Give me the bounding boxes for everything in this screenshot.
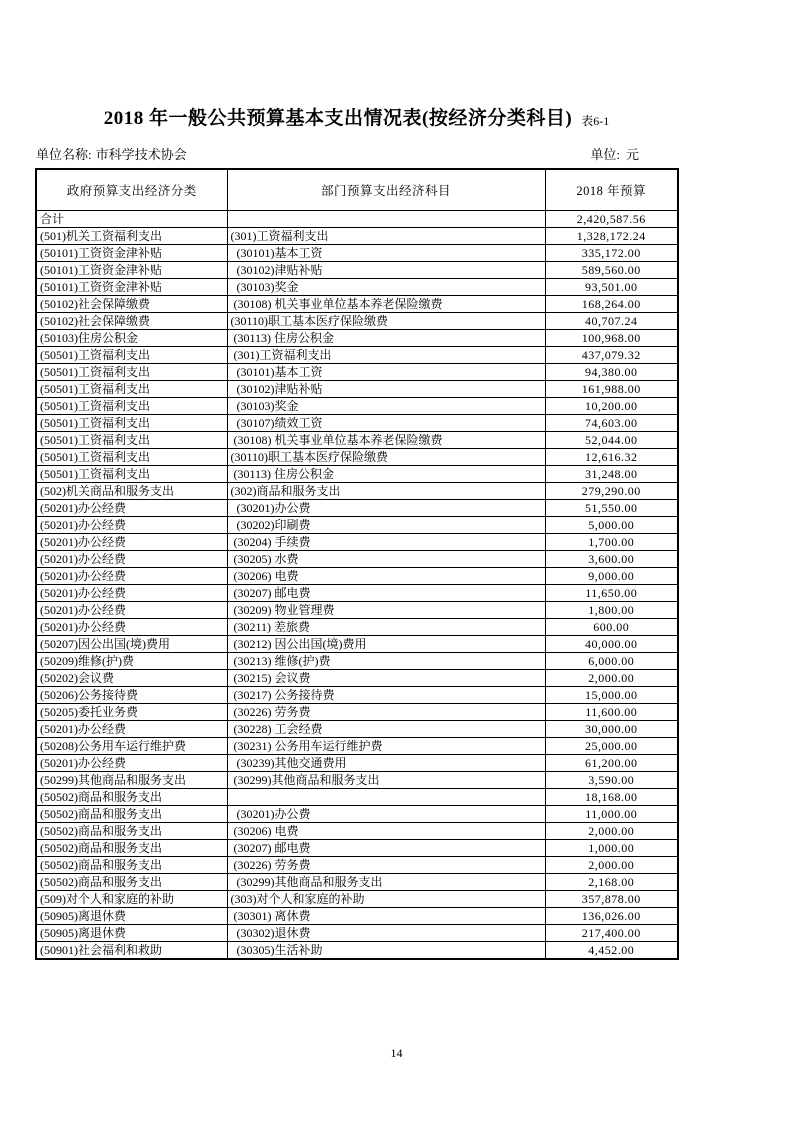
amount-cell: 1,000.00 bbox=[545, 839, 678, 856]
dept-subject-cell: (30211) 差旅费 bbox=[227, 618, 545, 635]
unit-label: 单位: bbox=[590, 147, 620, 162]
amount-cell: 18,168.00 bbox=[545, 788, 678, 805]
table-row bbox=[36, 924, 678, 941]
amount-cell: 2,000.00 bbox=[545, 669, 678, 686]
table-row bbox=[36, 210, 678, 227]
dept-subject-cell: (303)对个人和家庭的补助 bbox=[227, 890, 545, 907]
gov-class-cell: (50502)商品和服务支出 bbox=[36, 873, 227, 890]
dept-subject-cell: (30110)职工基本医疗保险缴费 bbox=[227, 312, 545, 329]
amount-cell: 12,616.32 bbox=[545, 448, 678, 465]
gov-class-cell: (50501)工资福利支出 bbox=[36, 465, 227, 482]
amount-cell: 1,800.00 bbox=[545, 601, 678, 618]
document-header bbox=[36, 103, 677, 130]
table-row bbox=[36, 788, 678, 805]
amount-cell: 52,044.00 bbox=[545, 431, 678, 448]
dept-subject-cell: (30202)印刷费 bbox=[227, 516, 545, 533]
amount-cell: 11,650.00 bbox=[545, 584, 678, 601]
gov-class-cell: (50205)委托业务费 bbox=[36, 703, 227, 720]
gov-class-cell: (50501)工资福利支出 bbox=[36, 380, 227, 397]
page-title: 2018 年一般公共预算基本支出情况表(按经济分类科目) bbox=[103, 108, 573, 129]
table-row bbox=[36, 754, 678, 771]
table-row bbox=[36, 720, 678, 737]
gov-class-cell: (50502)商品和服务支出 bbox=[36, 856, 227, 873]
dept-subject-cell: (30305)生活补助 bbox=[227, 941, 545, 959]
amount-cell: 74,603.00 bbox=[545, 414, 678, 431]
table-number-label: 表6-1 bbox=[581, 114, 610, 128]
table-row bbox=[36, 244, 678, 261]
gov-class-cell: (50102)社会保障缴费 bbox=[36, 312, 227, 329]
amount-cell: 2,000.00 bbox=[545, 822, 678, 839]
amount-cell: 11,000.00 bbox=[545, 805, 678, 822]
dept-subject-cell: (30299)其他商品和服务支出 bbox=[227, 873, 545, 890]
amount-cell: 217,400.00 bbox=[545, 924, 678, 941]
budget-table-body bbox=[36, 210, 678, 959]
amount-cell: 31,248.00 bbox=[545, 465, 678, 482]
dept-subject-cell: (30212) 因公出国(境)费用 bbox=[227, 635, 545, 652]
dept-subject-cell: (30103)奖金 bbox=[227, 278, 545, 295]
amount-cell: 10,200.00 bbox=[545, 397, 678, 414]
dept-subject-cell: (30299)其他商品和服务支出 bbox=[227, 771, 545, 788]
amount-cell: 2,420,587.56 bbox=[545, 210, 678, 227]
gov-class-cell: (50501)工资福利支出 bbox=[36, 448, 227, 465]
table-row bbox=[36, 771, 678, 788]
amount-cell: 600.00 bbox=[545, 618, 678, 635]
gov-class-cell: (50201)办公经费 bbox=[36, 618, 227, 635]
gov-class-cell: (50201)办公经费 bbox=[36, 499, 227, 516]
dept-subject-cell: (30231) 公务用车运行维护费 bbox=[227, 737, 545, 754]
gov-class-cell: (50501)工资福利支出 bbox=[36, 346, 227, 363]
dept-subject-cell: (30107)绩效工资 bbox=[227, 414, 545, 431]
gov-class-cell: (50101)工资资金津补贴 bbox=[36, 244, 227, 261]
table-row bbox=[36, 805, 678, 822]
amount-cell: 40,707.24 bbox=[545, 312, 678, 329]
amount-cell: 40,000.00 bbox=[545, 635, 678, 652]
dept-subject-cell: (30201)办公费 bbox=[227, 805, 545, 822]
gov-class-cell: (50502)商品和服务支出 bbox=[36, 805, 227, 822]
table-row bbox=[36, 465, 678, 482]
amount-cell: 2,000.00 bbox=[545, 856, 678, 873]
page-number: 14 bbox=[390, 1046, 403, 1060]
gov-class-cell: (50299)其他商品和服务支出 bbox=[36, 771, 227, 788]
amount-cell: 168,264.00 bbox=[545, 295, 678, 312]
table-row bbox=[36, 822, 678, 839]
gov-class-cell: (50206)公务接待费 bbox=[36, 686, 227, 703]
table-row bbox=[36, 346, 678, 363]
table-row bbox=[36, 567, 678, 584]
unit-name-value: 市科学技术协会 bbox=[95, 147, 187, 162]
dept-subject-cell: (30213) 维修(护)费 bbox=[227, 652, 545, 669]
amount-cell: 5,000.00 bbox=[545, 516, 678, 533]
gov-class-cell: (50201)办公经费 bbox=[36, 516, 227, 533]
gov-class-cell: (50201)办公经费 bbox=[36, 601, 227, 618]
table-row bbox=[36, 669, 678, 686]
amount-cell: 279,290.00 bbox=[545, 482, 678, 499]
table-row bbox=[36, 873, 678, 890]
table-row bbox=[36, 363, 678, 380]
gov-class-cell: 合计 bbox=[36, 210, 227, 227]
gov-class-cell: (50201)办公经费 bbox=[36, 754, 227, 771]
dept-subject-cell bbox=[227, 788, 545, 805]
gov-class-cell: (50101)工资资金津补贴 bbox=[36, 278, 227, 295]
amount-cell: 3,590.00 bbox=[545, 771, 678, 788]
gov-class-cell: (50101)工资资金津补贴 bbox=[36, 261, 227, 278]
dept-subject-cell: (30217) 公务接待费 bbox=[227, 686, 545, 703]
budget-table bbox=[35, 168, 679, 960]
gov-class-cell: (50502)商品和服务支出 bbox=[36, 822, 227, 839]
table-row bbox=[36, 482, 678, 499]
table-row bbox=[36, 533, 678, 550]
gov-class-cell: (50208)公务用车运行维护费 bbox=[36, 737, 227, 754]
table-row bbox=[36, 550, 678, 567]
dept-subject-cell bbox=[227, 210, 545, 227]
amount-cell: 30,000.00 bbox=[545, 720, 678, 737]
gov-class-cell: (50502)商品和服务支出 bbox=[36, 788, 227, 805]
table-row bbox=[36, 448, 678, 465]
gov-class-cell: (50201)办公经费 bbox=[36, 567, 227, 584]
dept-subject-cell: (30102)津贴补贴 bbox=[227, 261, 545, 278]
table-row bbox=[36, 941, 678, 959]
gov-class-cell: (50201)办公经费 bbox=[36, 584, 227, 601]
gov-class-cell: (50102)社会保障缴费 bbox=[36, 295, 227, 312]
gov-class-cell: (50905)离退休费 bbox=[36, 907, 227, 924]
table-row bbox=[36, 703, 678, 720]
table-row bbox=[36, 907, 678, 924]
amount-cell: 15,000.00 bbox=[545, 686, 678, 703]
gov-class-cell: (50201)办公经费 bbox=[36, 550, 227, 567]
gov-class-cell: (50201)办公经费 bbox=[36, 533, 227, 550]
col-header-2018-budget: 2018 年预算 bbox=[545, 169, 678, 210]
gov-class-cell: (501)机关工资福利支出 bbox=[36, 227, 227, 244]
dept-subject-cell: (30113) 住房公积金 bbox=[227, 329, 545, 346]
dept-subject-cell: (30101)基本工资 bbox=[227, 244, 545, 261]
budget-table-header bbox=[36, 169, 678, 210]
amount-cell: 6,000.00 bbox=[545, 652, 678, 669]
dept-subject-cell: (302)商品和服务支出 bbox=[227, 482, 545, 499]
amount-cell: 4,452.00 bbox=[545, 941, 678, 959]
dept-subject-cell: (30206) 电费 bbox=[227, 822, 545, 839]
dept-subject-cell: (30110)职工基本医疗保险缴费 bbox=[227, 448, 545, 465]
dept-subject-cell: (301)工资福利支出 bbox=[227, 227, 545, 244]
gov-class-cell: (50202)会议费 bbox=[36, 669, 227, 686]
amount-cell: 1,700.00 bbox=[545, 533, 678, 550]
unit-name bbox=[36, 146, 187, 163]
dept-subject-cell: (30102)津贴补贴 bbox=[227, 380, 545, 397]
dept-subject-cell: (30201)办公费 bbox=[227, 499, 545, 516]
dept-subject-cell: (30207) 邮电费 bbox=[227, 839, 545, 856]
amount-cell: 589,560.00 bbox=[545, 261, 678, 278]
dept-subject-cell: (301)工资福利支出 bbox=[227, 346, 545, 363]
table-row bbox=[36, 890, 678, 907]
dept-subject-cell: (30228) 工会经费 bbox=[227, 720, 545, 737]
table-row bbox=[36, 652, 678, 669]
amount-cell: 335,172.00 bbox=[545, 244, 678, 261]
amount-cell: 357,878.00 bbox=[545, 890, 678, 907]
table-row bbox=[36, 839, 678, 856]
amount-cell: 25,000.00 bbox=[545, 737, 678, 754]
table-row bbox=[36, 499, 678, 516]
gov-class-cell: (50207)因公出国(境)费用 bbox=[36, 635, 227, 652]
dept-subject-cell: (30301) 离休费 bbox=[227, 907, 545, 924]
table-row bbox=[36, 516, 678, 533]
dept-subject-cell: (30239)其他交通费用 bbox=[227, 754, 545, 771]
table-row bbox=[36, 312, 678, 329]
table-row bbox=[36, 584, 678, 601]
amount-cell: 437,079.32 bbox=[545, 346, 678, 363]
table-row bbox=[36, 431, 678, 448]
dept-subject-cell: (30226) 劳务费 bbox=[227, 856, 545, 873]
table-row bbox=[36, 278, 678, 295]
gov-class-cell: (50209)维修(护)费 bbox=[36, 652, 227, 669]
gov-class-cell: (50201)办公经费 bbox=[36, 720, 227, 737]
gov-class-cell: (50502)商品和服务支出 bbox=[36, 839, 227, 856]
col-header-dept-subject: 部门预算支出经济科目 bbox=[227, 169, 545, 210]
gov-class-cell: (50905)离退休费 bbox=[36, 924, 227, 941]
gov-class-cell: (50501)工资福利支出 bbox=[36, 397, 227, 414]
amount-cell: 136,026.00 bbox=[545, 907, 678, 924]
gov-class-cell: (50103)住房公积金 bbox=[36, 329, 227, 346]
amount-cell: 100,968.00 bbox=[545, 329, 678, 346]
unit-name-label: 单位名称: bbox=[36, 147, 92, 162]
table-row bbox=[36, 737, 678, 754]
dept-subject-cell: (30204) 手续费 bbox=[227, 533, 545, 550]
meta-row bbox=[36, 146, 677, 163]
dept-subject-cell: (30206) 电费 bbox=[227, 567, 545, 584]
unit-value: 元 bbox=[625, 147, 639, 162]
table-row bbox=[36, 618, 678, 635]
amount-cell: 1,328,172.24 bbox=[545, 227, 678, 244]
gov-class-cell: (50501)工资福利支出 bbox=[36, 431, 227, 448]
table-row bbox=[36, 635, 678, 652]
table-row bbox=[36, 329, 678, 346]
gov-class-cell: (50501)工资福利支出 bbox=[36, 363, 227, 380]
table-row bbox=[36, 261, 678, 278]
gov-class-cell: (50501)工资福利支出 bbox=[36, 414, 227, 431]
dept-subject-cell: (30302)退休费 bbox=[227, 924, 545, 941]
gov-class-cell: (50901)社会福利和救助 bbox=[36, 941, 227, 959]
amount-cell: 9,000.00 bbox=[545, 567, 678, 584]
table-row bbox=[36, 856, 678, 873]
dept-subject-cell: (30108) 机关事业单位基本养老保险缴费 bbox=[227, 431, 545, 448]
amount-cell: 11,600.00 bbox=[545, 703, 678, 720]
col-header-gov-classification: 政府预算支出经济分类 bbox=[36, 169, 227, 210]
dept-subject-cell: (30226) 劳务费 bbox=[227, 703, 545, 720]
table-row bbox=[36, 686, 678, 703]
amount-cell: 3,600.00 bbox=[545, 550, 678, 567]
unit-of-measure bbox=[590, 146, 639, 163]
dept-subject-cell: (30113) 住房公积金 bbox=[227, 465, 545, 482]
table-row bbox=[36, 380, 678, 397]
dept-subject-cell: (30207) 邮电费 bbox=[227, 584, 545, 601]
amount-cell: 2,168.00 bbox=[545, 873, 678, 890]
table-row bbox=[36, 397, 678, 414]
amount-cell: 93,501.00 bbox=[545, 278, 678, 295]
dept-subject-cell: (30108) 机关事业单位基本养老保险缴费 bbox=[227, 295, 545, 312]
amount-cell: 161,988.00 bbox=[545, 380, 678, 397]
dept-subject-cell: (30101)基本工资 bbox=[227, 363, 545, 380]
table-row bbox=[36, 414, 678, 431]
amount-cell: 94,380.00 bbox=[545, 363, 678, 380]
dept-subject-cell: (30215) 会议费 bbox=[227, 669, 545, 686]
dept-subject-cell: (30205) 水费 bbox=[227, 550, 545, 567]
header-row bbox=[36, 169, 678, 210]
table-row bbox=[36, 227, 678, 244]
dept-subject-cell: (30103)奖金 bbox=[227, 397, 545, 414]
gov-class-cell: (502)机关商品和服务支出 bbox=[36, 482, 227, 499]
table-row bbox=[36, 601, 678, 618]
table-row bbox=[36, 295, 678, 312]
dept-subject-cell: (30209) 物业管理费 bbox=[227, 601, 545, 618]
gov-class-cell: (509)对个人和家庭的补助 bbox=[36, 890, 227, 907]
amount-cell: 61,200.00 bbox=[545, 754, 678, 771]
amount-cell: 51,550.00 bbox=[545, 499, 678, 516]
